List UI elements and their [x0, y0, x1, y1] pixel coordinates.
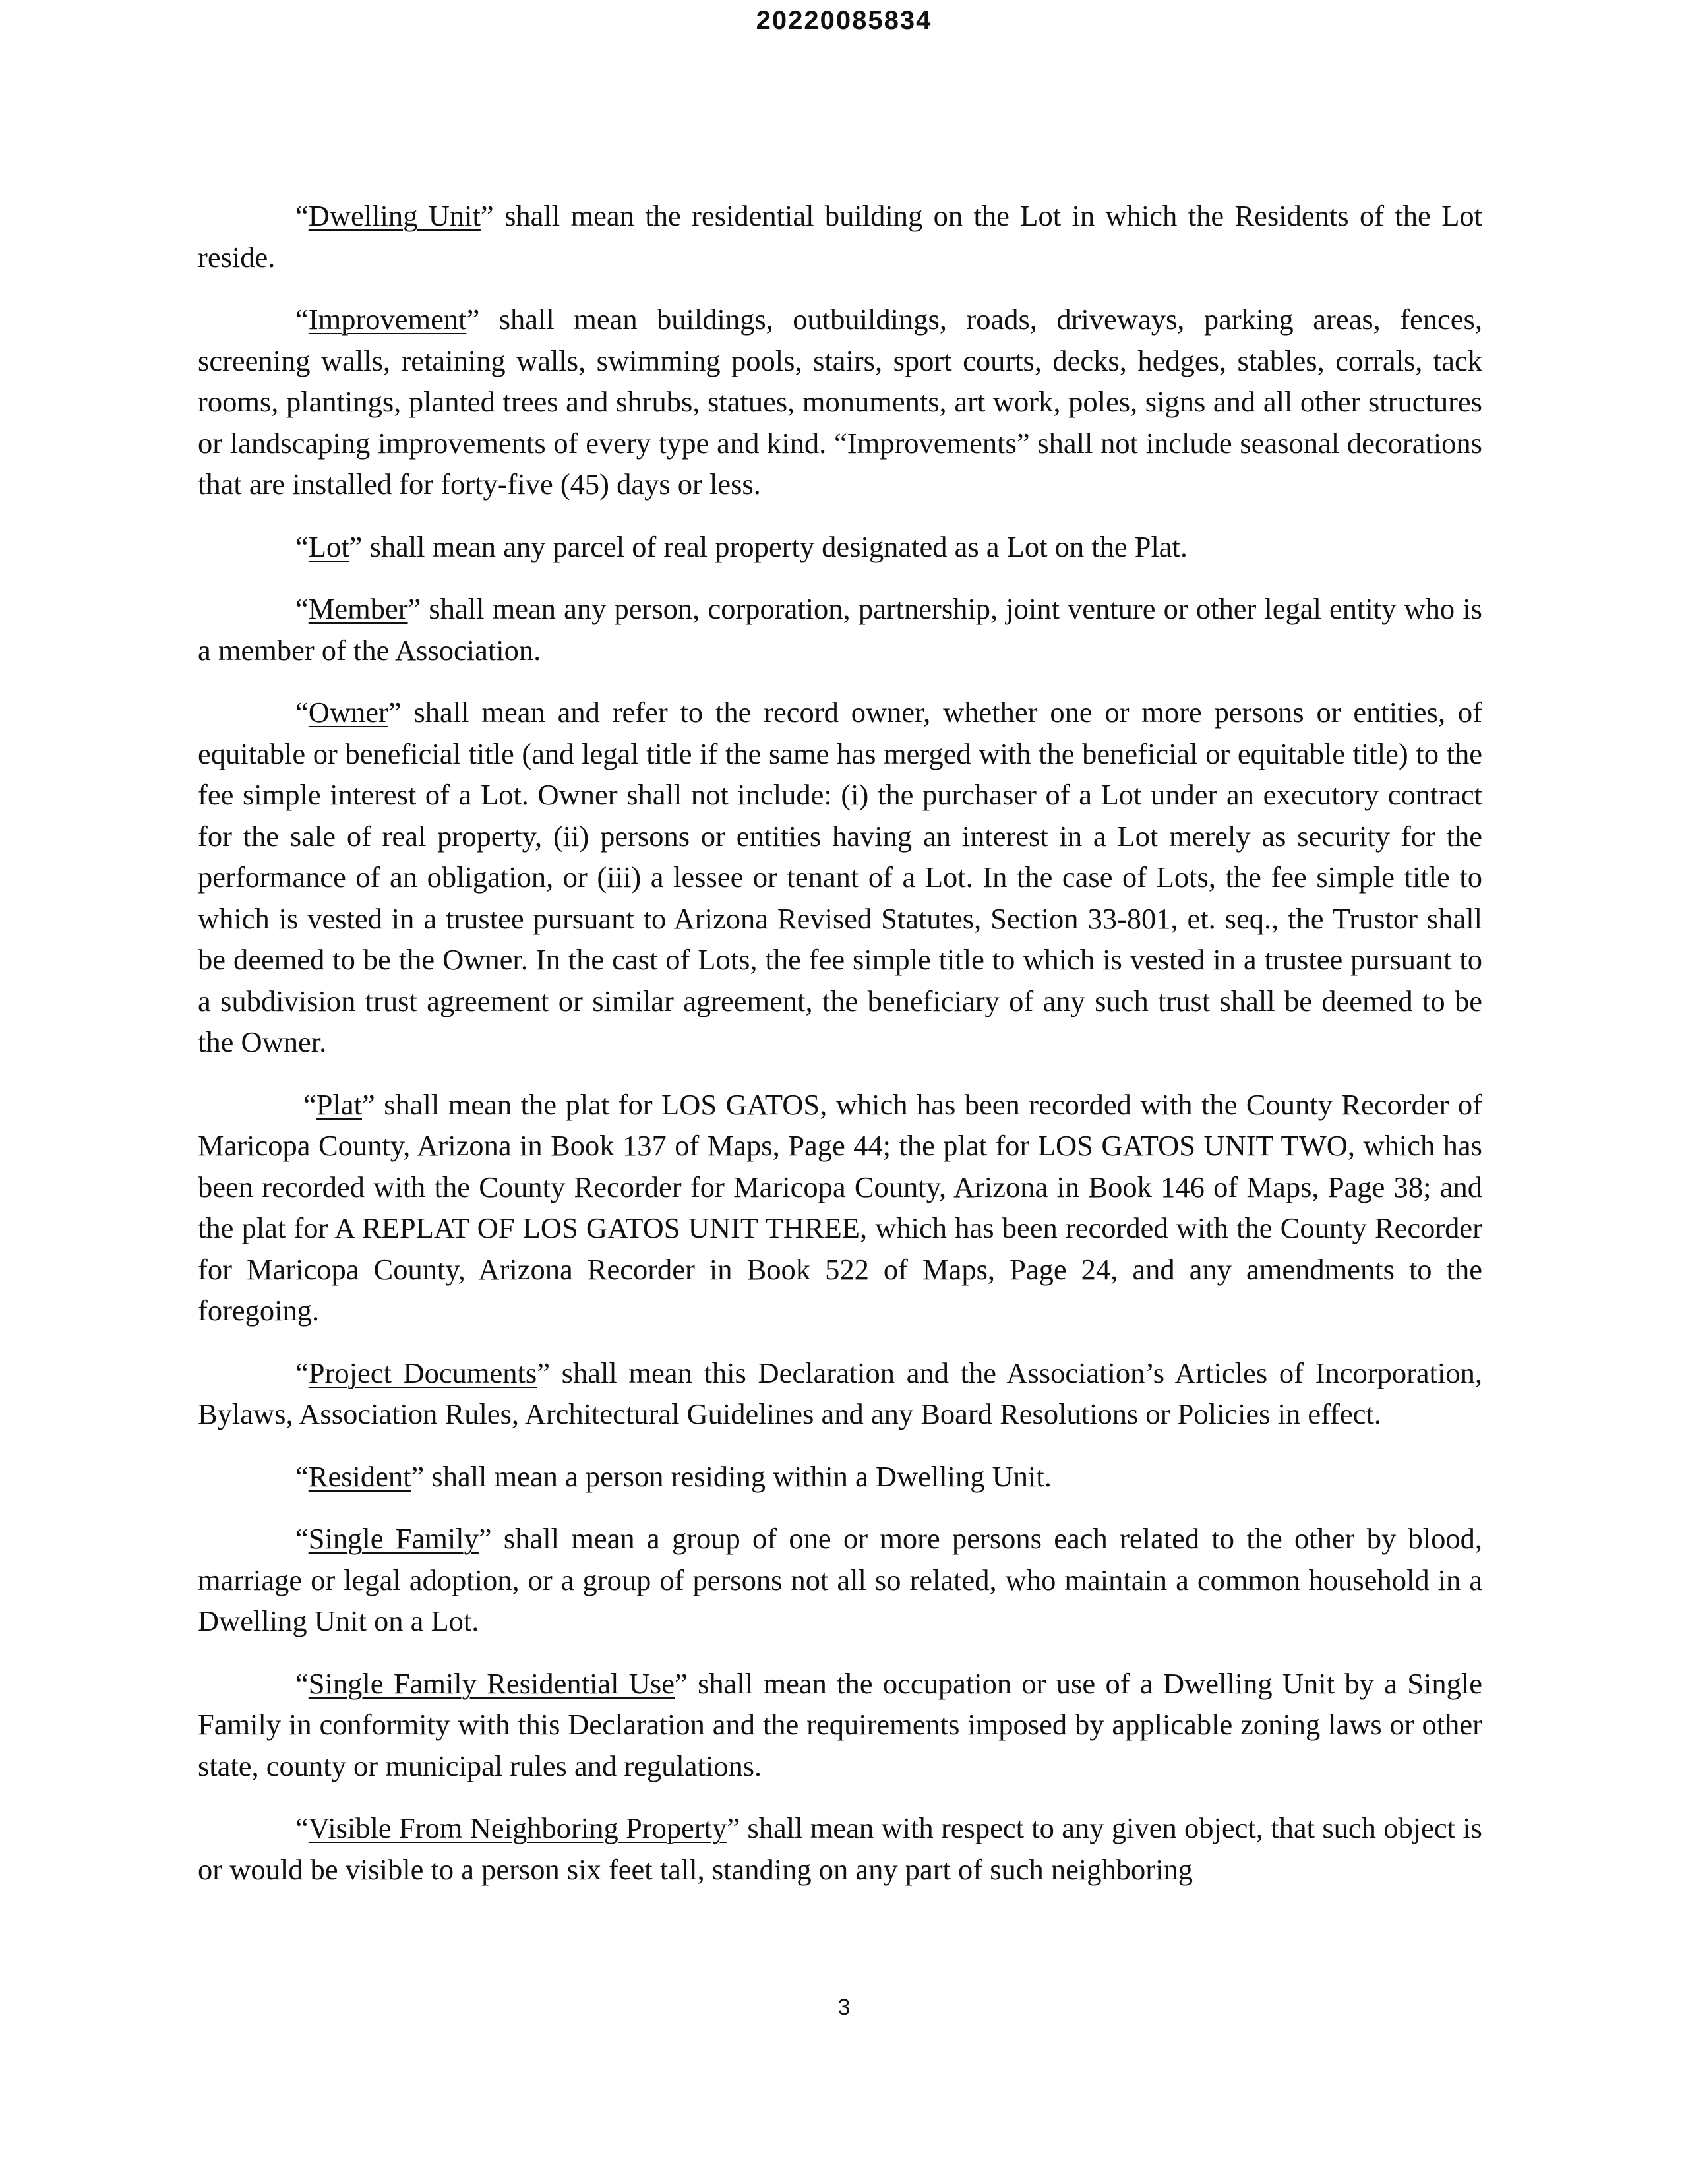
open-quote: “: [295, 1811, 309, 1844]
defined-term: Member: [308, 592, 408, 625]
open-quote: “: [295, 1522, 309, 1555]
defined-term: Plat: [316, 1087, 362, 1121]
defined-term: Visible From Neighboring Property: [308, 1811, 727, 1844]
definition-lot: [198, 526, 1482, 568]
definition-member: [198, 588, 1482, 671]
defined-term: Single Family Residential Use: [308, 1666, 675, 1700]
definition-text: ” shall mean with respect to any given object, that such object is or would be visible to a person six feet tall, standing on any part of such neighboring: [198, 1811, 1482, 1886]
definition-owner: [198, 692, 1482, 1063]
definition-single-family: [198, 1518, 1482, 1642]
definition-visible-from-neighboring-property: [198, 1807, 1482, 1890]
definition-text: ” shall mean and refer to the record owner, whether one or more persons or entities, of equitable or beneficial title (and legal title if the same has merged with the beneficial or equitable title) to the fee simple interest of a Lot. Owner shall not include: (i) the purchaser of a Lot under an executory contract for the sale of real property, (ii) persons or entities having an interest in a Lot merely as security for the performance of an obligation, or (iii) a lessee or tenant of a Lot. In the case of Lots, the fee simple title to which is vested in a trustee pursuant to Arizona Revised Statutes, Section 33-801, et. seq., the Trustor shall be deemed to be the Owner. In the cast of Lots, the fee simple title to which is vested in a trustee pursuant to a subdivision trust agreement or similar agreement, the beneficiary of any such trust shall be deemed to be the Owner.: [198, 696, 1482, 1058]
document-body: [198, 195, 1482, 1911]
definition-text: ” shall mean this Declaration and the Association’s Articles of Incorporation, Bylaws, Association Rules, Architectural Guidelines and any Board Resolutions or Policies in effect.: [198, 1356, 1482, 1430]
document-number: 20220085834: [756, 6, 932, 35]
definition-plat: [198, 1084, 1482, 1331]
defined-term: Resident: [308, 1459, 411, 1493]
open-quote: “: [295, 530, 309, 563]
definition-text: ” shall mean the plat for LOS GATOS, which has been recorded with the County Recorder of Maricopa County, Arizona in Book 137 of Maps, Page 44; the plat for LOS GATOS UNIT TWO, which has been recorded with the County Recorder for Maricopa County, Arizona in Book 146 of Maps, Page 38; and the plat for A REPLAT OF LOS GATOS UNIT THREE, which has been recorded with the County Recorder for Maricopa County, Arizona Recorder in Book 522 of Maps, Page 24, and any amendments to the foregoing.: [198, 1087, 1482, 1327]
defined-term: Project Documents: [308, 1356, 537, 1389]
open-quote: “: [303, 1087, 316, 1121]
definition-single-family-residential-use: [198, 1663, 1482, 1787]
definition-dwelling-unit: [198, 195, 1482, 278]
definition-project-documents: [198, 1352, 1482, 1435]
open-quote: “: [295, 1459, 309, 1493]
defined-term: Owner: [308, 696, 388, 729]
defined-term: Dwelling Unit: [308, 199, 481, 232]
definition-text: ” shall mean any parcel of real property designated as a Lot on the Plat.: [349, 530, 1188, 563]
definition-text: ” shall mean buildings, outbuildings, roads, driveways, parking areas, fences, screening walls, retaining walls, swimming pools, stairs, sport courts, decks, hedges, stables, corrals, tack rooms, plantings, planted trees and shrubs, statues, monuments, art work, poles, signs and all other structures or landscaping improvements of every type and kind. “Improvements” shall not include seasonal decorations that are installed for forty-five (45) days or less.: [198, 303, 1482, 501]
defined-term: Single Family: [308, 1522, 479, 1555]
definition-resident: [198, 1456, 1482, 1498]
definition-text: ” shall mean a person residing within a Dwelling Unit.: [411, 1459, 1052, 1493]
definition-text: ” shall mean a group of one or more persons each related to the other by blood, marriage or legal adoption, or a group of persons not all so related, who maintain a common household in a Dwelling Unit on a Lot.: [198, 1522, 1482, 1637]
page-number: 3: [837, 1995, 851, 2020]
definition-text: ” shall mean the residential building on the Lot in which the Residents of the Lot reside.: [198, 199, 1482, 274]
open-quote: “: [295, 592, 309, 625]
definition-text: ” shall mean any person, corporation, partnership, joint venture or other legal entity who is a member of the Association.: [198, 592, 1482, 667]
open-quote: “: [295, 303, 309, 336]
defined-term: Lot: [308, 530, 349, 563]
definition-text: ” shall mean the occupation or use of a Dwelling Unit by a Single Family in conformity with this Declaration and the requirements imposed by applicable zoning laws or other state, county or municipal rules and regulations.: [198, 1666, 1482, 1782]
open-quote: “: [295, 696, 309, 729]
defined-term: Improvement: [308, 303, 467, 336]
open-quote: “: [295, 1356, 309, 1389]
definition-improvement: [198, 299, 1482, 505]
open-quote: “: [295, 1666, 309, 1700]
open-quote: “: [295, 199, 309, 232]
